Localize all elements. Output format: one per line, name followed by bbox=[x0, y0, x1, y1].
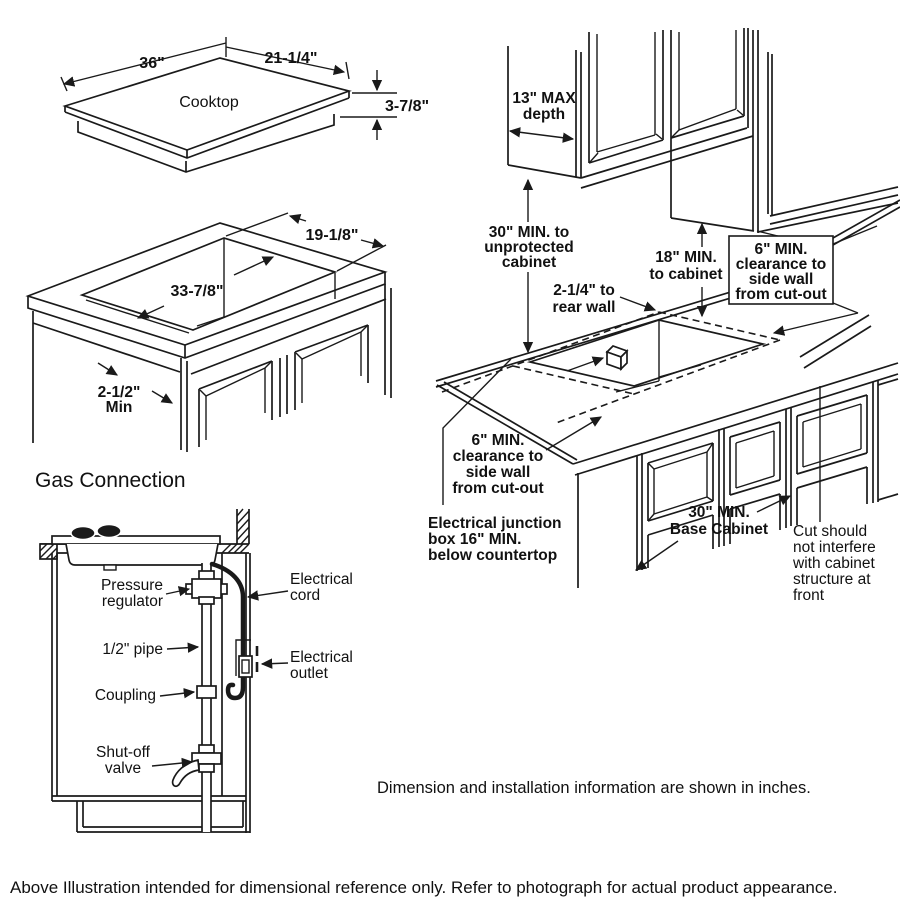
upper-wall-cabinets bbox=[508, 28, 786, 238]
unprotected-cabinet-label-2: unprotected bbox=[484, 239, 574, 256]
rear-wall-label-2: rear wall bbox=[552, 299, 616, 316]
electrical-cord-line bbox=[212, 564, 243, 658]
wall-strip-hatched bbox=[237, 509, 249, 544]
installation-clearance-view bbox=[428, 28, 900, 604]
electrical-outlet-label: Electrical bbox=[290, 649, 353, 666]
burner-knob-right bbox=[97, 525, 121, 538]
side-wall-left-label-3: side wall bbox=[465, 464, 531, 481]
to-cabinet-label: 18" MIN. bbox=[655, 249, 717, 266]
pressure-regulator-label: Pressure bbox=[100, 577, 163, 594]
dim-36-label: 36" bbox=[139, 55, 165, 72]
side-wall-boxed-label: 6" MIN. bbox=[754, 241, 808, 258]
max-depth-label-2: depth bbox=[522, 106, 566, 123]
side-wall-edge bbox=[753, 30, 758, 233]
gas-connection-diagram bbox=[35, 469, 353, 833]
cooktop-isometric-view bbox=[61, 37, 429, 172]
dim-33-7-8-label: 33-7/8" bbox=[170, 283, 224, 300]
side-wall-left-label-4: from cut-out bbox=[452, 480, 544, 497]
pressure-regulator-label-2: regulator bbox=[101, 593, 163, 610]
dim-3-7-8-label: 3-7/8" bbox=[385, 98, 430, 115]
cutout-opening bbox=[530, 320, 763, 386]
wall-hatch-block-left bbox=[40, 544, 57, 559]
cut-note-label-3: with cabinet bbox=[793, 555, 875, 572]
shutoff-valve-fitting bbox=[173, 745, 221, 786]
cabinet-door-left bbox=[589, 30, 663, 163]
junction-box-label-2: box 16" MIN. bbox=[428, 531, 522, 548]
cut-note-label: Cut should bbox=[793, 523, 868, 540]
cut-note-label-5: front bbox=[793, 587, 825, 604]
cut-note-callout bbox=[792, 386, 876, 604]
base-panel-bay2 bbox=[730, 422, 780, 495]
footer-note: Above Illustration intended for dimensional reference only. Refer to photograph for actual product appearance. bbox=[10, 878, 838, 897]
side-wall-boxed-label-4: from cut-out bbox=[735, 286, 827, 303]
pressure-regulator-fitting bbox=[186, 571, 227, 604]
pipe-label: 1/2" pipe bbox=[102, 641, 163, 658]
far-wall-cabinet bbox=[758, 52, 898, 232]
gas-cabinet-side-view bbox=[40, 509, 257, 833]
junction-box-label: Electrical junction bbox=[428, 515, 562, 532]
cooktop-tub-profile bbox=[66, 544, 218, 565]
counter-section-hatch bbox=[222, 544, 249, 553]
base-cabinet-callout bbox=[636, 496, 790, 570]
soffit-cabinet-over-cooktop bbox=[671, 218, 786, 238]
gas-connection-heading: Gas Connection bbox=[35, 469, 186, 492]
cut-note-label-4: structure at bbox=[793, 571, 871, 588]
unprotected-cabinet-label-3: cabinet bbox=[501, 254, 557, 271]
max-depth-label: 13" MAX bbox=[512, 90, 576, 107]
coupling-label: Coupling bbox=[94, 687, 156, 704]
cabinet-door-right bbox=[671, 28, 744, 218]
electrical-cord-loop bbox=[228, 676, 243, 698]
cut-note-label-2: not interfere bbox=[793, 539, 876, 556]
side-wall-left-label: 6" MIN. bbox=[471, 432, 525, 449]
junction-box-label-3: below countertop bbox=[428, 547, 558, 564]
base-cabinet-label: 30" MIN. bbox=[688, 504, 750, 521]
rear-wall-label: 2-1/4" to bbox=[553, 282, 615, 299]
side-wall-boxed-callout bbox=[729, 226, 877, 333]
dim-19-1-8-label: 19-1/8" bbox=[305, 227, 359, 244]
side-wall-boxed-label-2: clearance to bbox=[735, 256, 827, 273]
side-wall-left-label-2: clearance to bbox=[452, 448, 544, 465]
dim-21-1-4-label: 21-1/4" bbox=[264, 50, 318, 67]
shutoff-valve-label-2: valve bbox=[104, 760, 142, 777]
burner-knob-left bbox=[71, 527, 95, 540]
base-panel-bay3 bbox=[797, 395, 867, 474]
dim-2-1-2-label: 2-1/2" bbox=[97, 384, 141, 401]
unprotected-cabinet-label: 30" MIN. to bbox=[488, 224, 570, 241]
units-note: Dimension and installation information are shown in inches. bbox=[377, 779, 811, 797]
plug bbox=[239, 656, 252, 677]
gas-labels bbox=[95, 571, 353, 777]
shutoff-valve-label: Shut-off bbox=[95, 744, 151, 761]
electrical-outlet-label-2: outlet bbox=[290, 665, 328, 682]
coupling-fitting bbox=[197, 686, 216, 698]
dim-min-label: Min bbox=[105, 399, 133, 416]
to-cabinet-label-2: to cabinet bbox=[649, 266, 723, 283]
electrical-cord-label-2: cord bbox=[290, 587, 321, 604]
cutout-isometric-view bbox=[28, 213, 391, 452]
base-cabinet-label-2: Base Cabinet bbox=[669, 521, 769, 538]
electrical-cord-label: Electrical bbox=[290, 571, 353, 588]
cooktop-label: Cooktop bbox=[179, 94, 239, 111]
side-wall-boxed-label-3: side wall bbox=[748, 271, 814, 288]
